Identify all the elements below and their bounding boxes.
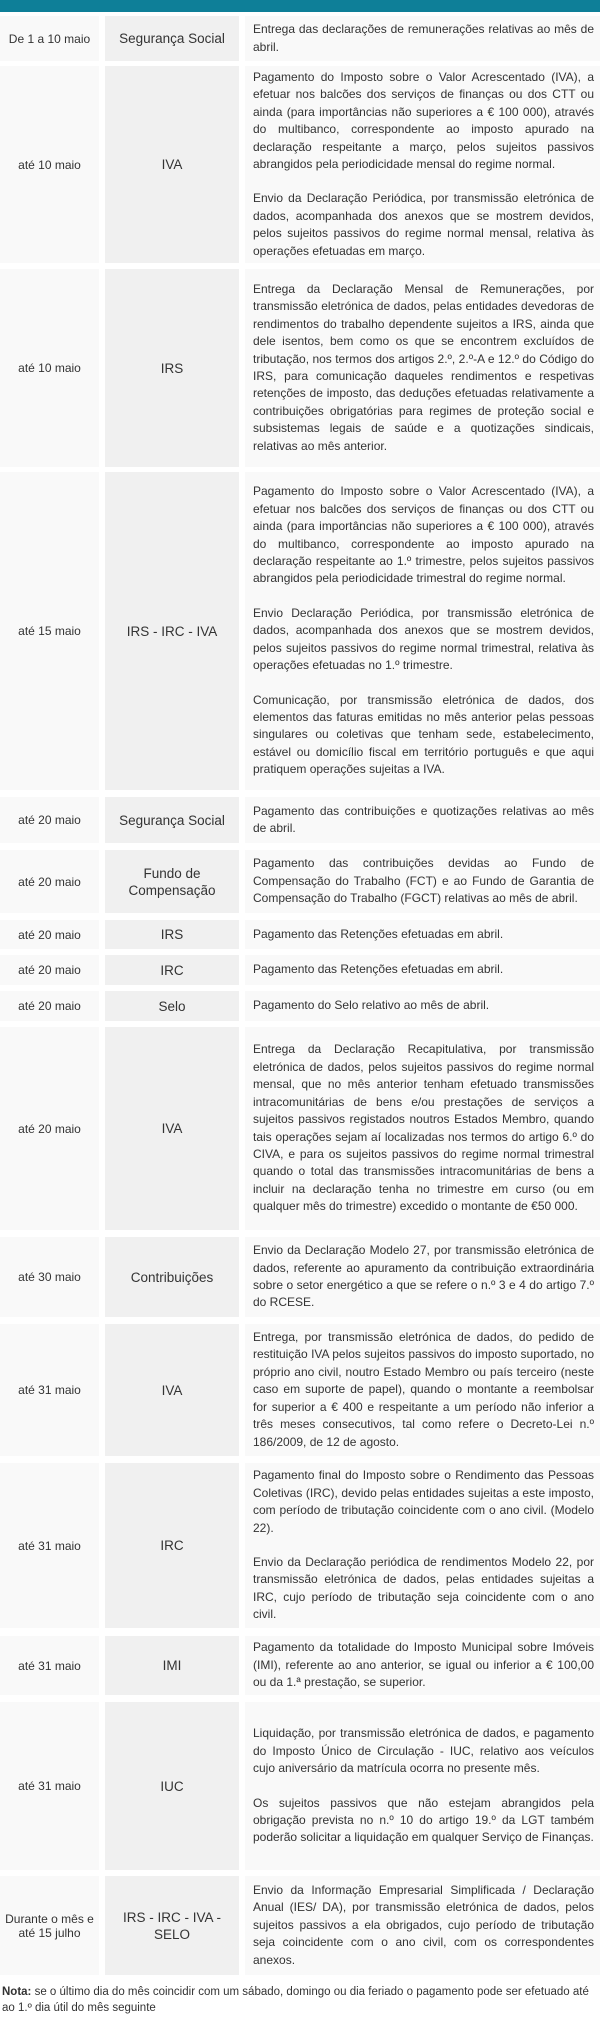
tax-type-cell: IRS [105,920,239,949]
tax-type-cell: IRC [105,1463,239,1628]
deadline-cell: até 10 maio [0,66,99,263]
description-cell [245,1237,600,1317]
description-paragraph: Pagamento da totalidade do Imposto Municipal sobre Imóveis (IMI), referente ao ano anterior, se igual ou inferior a € 100,00 ou da 1.ª prestação, se superior. [253,1640,594,1690]
description-cell [245,1463,600,1628]
deadline-cell: até 20 maio [0,920,99,949]
description-paragraph: Os sujeitos passivos que não estejam abrangidos pela obrigação prevista no n.º 10 do artigo 19.º da LGT também poderão solicitar a liquidação em qualquer Serviço de Finanças. [253,1795,594,1845]
description-paragraph: Entrega da Declaração Recapitulativa, por transmissão eletrónica de dados, pelos sujeitos passivos do regime normal mensal, que no mês anterior tenham efetuado transmissões intracomunitárias de bens e/ou prestações de serviços a sujeitos passivos registados noutros Estados Membro, quando tais operações sejam aí localizadas nos termos do artigo 6.º do CIVA, e para os sujeitos passivos do regime normal trimestral quando o total das transmissões intracomunitárias de bens a incluir na declaração tenha no trimestre em curso (ou em qualquer mês do trimestre) excedido o montante de €50 000. [253,1042,594,1214]
deadline-cell: De 1 a 10 maio [0,16,99,61]
description-paragraph: Entrega da Declaração Mensal de Remunerações, por transmissão eletrónica de dados, pelas entidades devedoras de rendimentos do trabalho dependente sujeitos a IRS, ainda que dele isentos, bem como os que se encontrem excluídos de tributação, nos termos dos artigos 2.º, 2.º-A e 12.º do Código do IRS, para comunicação daqueles rendimentos e respetivas retenções de imposto, das deduções efetuadas relativamente a contribuições obrigatórias para regimes de proteção social e subsistemas legais de saúde e a quotizações sindicais, relativas ao mês anterior. [253,281,594,453]
description-paragraph: Pagamento das contribuições devidas ao Fundo de Compensação do Trabalho (FCT) e ao Fundo de Garantia de Compensação do Trabalho (FGCT) relativas ao mês de abril. [253,856,594,906]
tax-type-cell: IRS - IRC - IVA - SELO [105,1876,239,1975]
tax-type-cell: IVA [105,1324,239,1456]
deadline-cell: até 31 maio [0,1324,99,1456]
table-row [0,472,600,790]
tax-type-cell: IVA [105,66,239,263]
description-paragraph: Liquidação, por transmissão eletrónica de dados, e pagamento do Imposto Único de Circulação - IUC, relativo aos veículos cujo aniversário da matrícula ocorra no presente mês. [253,1726,594,1776]
description-cell [245,66,600,263]
tax-type-cell: IRC [105,955,239,985]
tax-type-cell: Segurança Social [105,797,239,843]
deadline-cell: até 20 maio [0,850,99,913]
tax-type-cell: Contribuições [105,1237,239,1317]
description-paragraph: Envio Declaração Periódica, por transmissão eletrónica de dados, acompanhada dos anexos que se mostrem devidos, pelos sujeitos passivos do regime normal trimestral, relativa às operações efetuadas no 1.º trimestre. [253,605,594,673]
description-cell [245,472,600,790]
footnote [2,1984,598,2016]
description-paragraph: Pagamento das contribuições e quotizações relativas ao mês de abril. [253,803,594,835]
description-paragraph: Envio da Declaração Periódica, por transmissão eletrónica de dados, acompanhada dos anexos que se mostrem devidos, pelos sujeitos passivos do regime normal mensal, relativa às operações efetuadas em março. [253,191,594,258]
table-row [0,1636,600,1695]
description-cell [245,955,600,985]
description-cell [245,1027,600,1230]
table-row [0,1463,600,1628]
table-row [0,1702,600,1870]
deadline-cell: até 15 maio [0,472,99,790]
description-paragraph: Envio da Declaração periódica de rendimentos Modelo 22, por transmissão eletrónica de dados, pelas entidades sujeitas a IRC, cujo período de tributação seja coincidente com o ano civil. [253,1555,594,1622]
description-paragraph: Envio da Informação Empresarial Simplificada / Declaração Anual (IES/ DA), por transmissão eletrónica de dados, pelos sujeitos passivos a ela obrigados, cujo período de tributação seja coincidente com o ano civil, com os correspondentes anexos. [253,1882,594,1967]
description-paragraph: Pagamento do Imposto sobre o Valor Acrescentado (IVA), a efetuar nos balcões dos serviços de finanças ou dos CTT ou ainda (para importâncias não superiores a € 100 000), através do multibanco, correspondente ao imposto apurado na declaração respeitante ao 1.º trimestre, pelos sujeitos passivos abrangidos pela periodicidade trimestral do regime normal. [253,484,594,586]
deadline-cell: até 20 maio [0,955,99,985]
tax-type-cell: IRS [105,269,239,467]
description-cell [245,1702,600,1870]
description-paragraph: Pagamento do Imposto sobre o Valor Acrescentado (IVA), a efetuar nos balcões dos serviços de finanças ou dos CTT ou ainda (para importâncias não superiores a € 100 000), através do multibanco, correspondente ao imposto apurado na declaração respeitante a março, pelos sujeitos passivos abrangidos pela periodicidade mensal do regime normal. [253,69,594,171]
description-cell [245,1876,600,1975]
deadline-cell: Durante o mês e até 15 julho [0,1876,99,1975]
description-cell [245,920,600,949]
deadline-cell: até 20 maio [0,991,99,1021]
table-row [0,66,600,263]
deadline-cell: até 30 maio [0,1237,99,1317]
tax-type-cell: Selo [105,991,239,1021]
table-row [0,991,600,1021]
table-row [0,920,600,949]
table-row [0,1324,600,1456]
table-row [0,1027,600,1230]
description-paragraph: Pagamento final do Imposto sobre o Rendimento das Pessoas Coletivas (IRC), devido pelas entidades sujeitas a este imposto, com período de tributação coincidente com o ano civil. (Modelo 22). [253,1468,594,1535]
deadline-cell: até 31 maio [0,1463,99,1628]
description-cell [245,1324,600,1456]
description-cell [245,16,600,61]
header-bar [0,0,600,12]
description-cell [245,269,600,467]
description-paragraph: Entrega, por transmissão eletrónica de dados, do pedido de restituição IVA pelos sujeitos passivos do imposto suportado, no próprio ano civil, noutro Estado Membro ou país terceiro (neste caso em suporte de papel), quando o montante a reembolsar for superior a € 400 e respeitante a um período não inferior a três meses consecutivos, tal como refere o Decreto-Lei n.º 186/2009, de 12 de agosto. [253,1330,594,1449]
description-paragraph: Pagamento do Selo relativo ao mês de abril. [253,998,490,1013]
deadline-cell: até 31 maio [0,1636,99,1695]
table-row [0,1876,600,1975]
table-row [0,1237,600,1317]
description-paragraph: Pagamento das Retenções efetuadas em abril. [253,926,504,941]
tax-type-cell: IMI [105,1636,239,1695]
description-paragraph: Entrega das declarações de remunerações relativas ao mês de abril. [253,22,594,54]
tax-type-cell: IVA [105,1027,239,1230]
footnote-label: Nota: [2,1986,32,1998]
tax-type-cell: IRS - IRC - IVA [105,472,239,790]
deadline-cell: até 31 maio [0,1702,99,1870]
footnote-text: se o último dia do mês coincidir com um sábado, domingo ou dia feriado o pagamento pode ser efetuado até ao 1.º dia útil do mês seguinte [2,1986,589,2014]
deadline-cell: até 20 maio [0,797,99,843]
description-paragraph: Pagamento das Retenções efetuadas em abril. [253,962,504,977]
table-row [0,850,600,913]
tax-type-cell: IUC [105,1702,239,1870]
description-cell [245,797,600,843]
tax-type-cell: Segurança Social [105,16,239,61]
description-cell [245,1636,600,1695]
table-row [0,797,600,843]
description-paragraph: Comunicação, por transmissão eletrónica de dados, dos elementos das faturas emitidas no mês anterior pelas pessoas singulares ou coletivas que tenham sede, estabelecimento, estável ou domicílio fiscal em território português e que aqui pratiquem operações sujeitas a IVA. [253,692,594,777]
description-cell [245,850,600,913]
table-row [0,955,600,985]
table-row [0,269,600,467]
table-row [0,16,600,61]
tax-type-cell: Fundo de Compensação [105,850,239,913]
description-paragraph: Envio da Declaração Modelo 27, por transmissão eletrónica de dados, referente ao apuramento da contribuição extraordinária sobre o setor energético a que se refere o n.º 3 e 4 do artigo 7.º do RCESE. [253,1243,594,1310]
deadline-cell: até 20 maio [0,1027,99,1230]
deadline-cell: até 10 maio [0,269,99,467]
description-cell [245,991,600,1021]
